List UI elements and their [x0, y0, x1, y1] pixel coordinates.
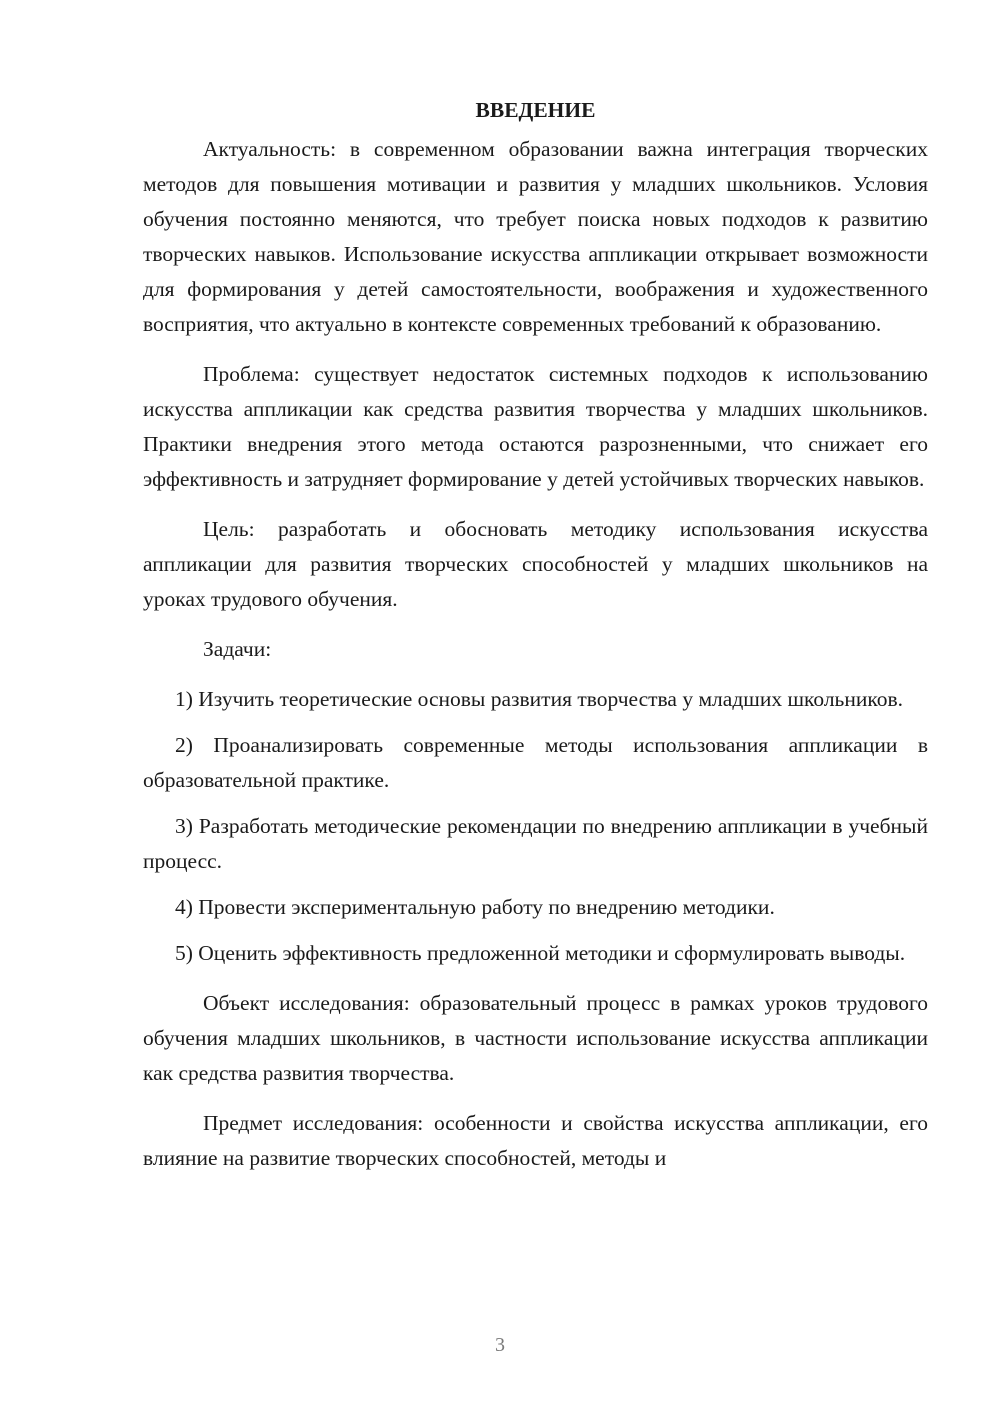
paragraph-relevance: Актуальность: в современном образовании важна интеграция творческих методов для повышения мотивации и развития у младших школьников. Условия обучения постоянно меняются, что требует поиска новых подходов к развитию творческих навыков. Использование искусства аппликации открывает возможности для формирования у детей самостоятельности, воображения и художественного восприятия, что актуально в контексте современных требований к образованию.: [143, 137, 928, 336]
task-item-2: 2) Проанализировать современные методы использования аппликации в образовательной практике.: [143, 733, 928, 792]
paragraph-goal: Цель: разработать и обосновать методику использования искусства аппликации для развития творческих способностей у младших школьников на уроках трудового обучения.: [143, 517, 928, 611]
paragraph-object: Объект исследования: образовательный процесс в рамках уроков трудового обучения младших школьников, в частности использование искусства аппликации как средства развития творчества.: [143, 991, 928, 1085]
task-item-4: 4) Провести экспериментальную работу по внедрению методики.: [175, 895, 775, 919]
paragraph-subject: Предмет исследования: особенности и свойства искусства аппликации, его влияние на развитие творческих способностей, методы и: [143, 1111, 928, 1170]
document-page: [143, 92, 928, 1191]
task-item-5: 5) Оценить эффективность предложенной методики и сформулировать выводы.: [175, 941, 906, 965]
task-item-1: 1) Изучить теоретические основы развития творчества у младших школьников.: [175, 687, 904, 711]
paragraph-problem: Проблема: существует недостаток системных подходов к использованию искусства аппликации как средства развития творчества у младших школьников. Практики внедрения этого метода остаются разрозненными, что снижает его эффективность и затрудняет формирование у детей устойчивых творческих навыков.: [143, 362, 928, 491]
section-heading: ВВЕДЕНИЕ: [475, 98, 596, 122]
task-item-3: 3) Разработать методические рекомендации по внедрению аппликации в учебный процесс.: [143, 814, 928, 873]
page-number: 3: [495, 1334, 505, 1356]
tasks-label: Задачи:: [203, 637, 272, 661]
